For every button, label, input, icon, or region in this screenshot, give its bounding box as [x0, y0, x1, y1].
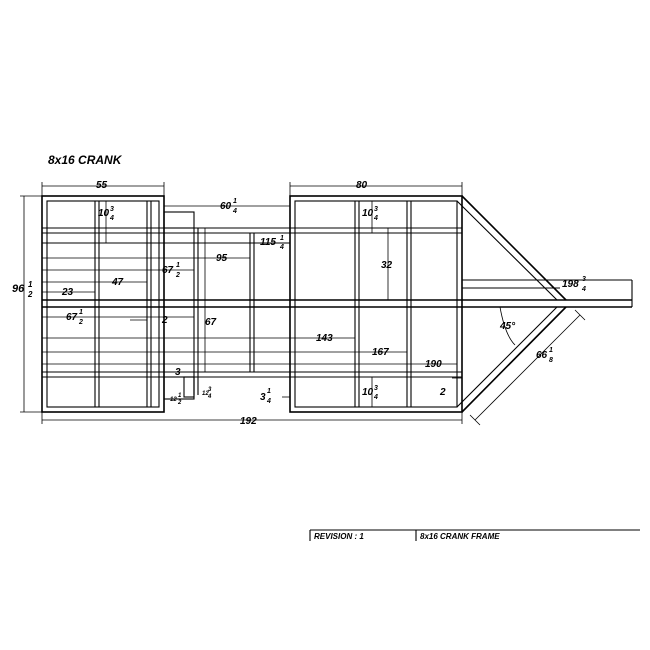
- dim-10b: 10: [362, 208, 374, 219]
- dim-167: 167: [372, 347, 389, 358]
- dim-96-num: 1: [28, 280, 33, 289]
- dim-10c: 10: [362, 387, 374, 398]
- title-block: [310, 530, 640, 541]
- dim-60-den: 4: [233, 208, 237, 215]
- dim-10a: 10: [98, 208, 110, 219]
- dim-3b-den: 4: [267, 398, 271, 405]
- dim-80: 80: [356, 180, 368, 191]
- dim-47: 47: [112, 277, 124, 288]
- dim-2b: 2: [440, 387, 446, 398]
- a-frame: [457, 196, 585, 425]
- dim-66-den: 8: [549, 357, 553, 364]
- dim-12a-den: 2: [178, 400, 182, 406]
- dim-67c: 67: [205, 317, 217, 328]
- dim-67b-den: 2: [79, 319, 83, 326]
- dim-67b: 67: [66, 312, 78, 323]
- dim-198-den: 4: [582, 286, 586, 293]
- dim-10b-num: 3: [374, 206, 378, 213]
- dim-2a: 2: [162, 315, 168, 326]
- revision-label: REVISION : 1: [314, 532, 364, 541]
- dim-60-num: 1: [233, 198, 237, 205]
- dim-3a: 3: [175, 367, 181, 378]
- dim-96: 96: [12, 283, 25, 295]
- dim-67a: 67: [162, 265, 174, 276]
- dim-115-den: 4: [280, 244, 284, 251]
- dim-3b: 3: [260, 392, 266, 403]
- dim-115: 115: [260, 237, 276, 248]
- dim-66-num: 1: [549, 347, 553, 354]
- dim-192: 192: [240, 416, 257, 427]
- dim-10a-num: 3: [110, 206, 114, 213]
- dim-10c-den: 4: [374, 394, 378, 401]
- dim-32: 32: [381, 260, 393, 271]
- dim-12b-den: 4: [208, 394, 212, 400]
- dim-198-num: 3: [582, 276, 586, 283]
- drawing-name: 8x16 CRANK FRAME: [420, 532, 500, 541]
- dimension-lines: [20, 182, 462, 424]
- right-section-inner: [295, 201, 457, 407]
- dim-3b-num: 1: [267, 388, 271, 395]
- spring-hanger-top: [164, 212, 194, 228]
- dim-45: 45°: [500, 321, 516, 332]
- dim-198: 198: [562, 279, 579, 290]
- dim-23: 23: [62, 287, 74, 298]
- dim-10b-den: 4: [374, 215, 378, 222]
- dimension-labels: [12, 180, 586, 427]
- dim-67a-num: 1: [176, 262, 180, 269]
- dim-66: 66: [536, 350, 548, 361]
- dim-12b-num: 3: [208, 387, 212, 393]
- dim-12a: 12: [170, 397, 177, 403]
- dim-67b-num: 1: [79, 309, 83, 316]
- left-section-inner: [47, 201, 159, 407]
- cross-members: [95, 201, 411, 407]
- dim-67a-den: 2: [176, 272, 180, 279]
- dim-10a-den: 4: [110, 215, 114, 222]
- dim-115-num: 1: [280, 235, 284, 242]
- dim-55: 55: [96, 180, 108, 191]
- drawing-title: 8x16 CRANK: [48, 153, 122, 167]
- dim-12b: 12: [202, 391, 209, 397]
- dim-190: 190: [425, 359, 442, 370]
- dim-96-den: 2: [28, 290, 33, 299]
- dim-95: 95: [216, 253, 228, 264]
- dim-60: 60: [220, 201, 232, 212]
- dim-143: 143: [316, 333, 333, 344]
- dim-12a-num: 1: [178, 393, 182, 399]
- dim-10c-num: 3: [374, 385, 378, 392]
